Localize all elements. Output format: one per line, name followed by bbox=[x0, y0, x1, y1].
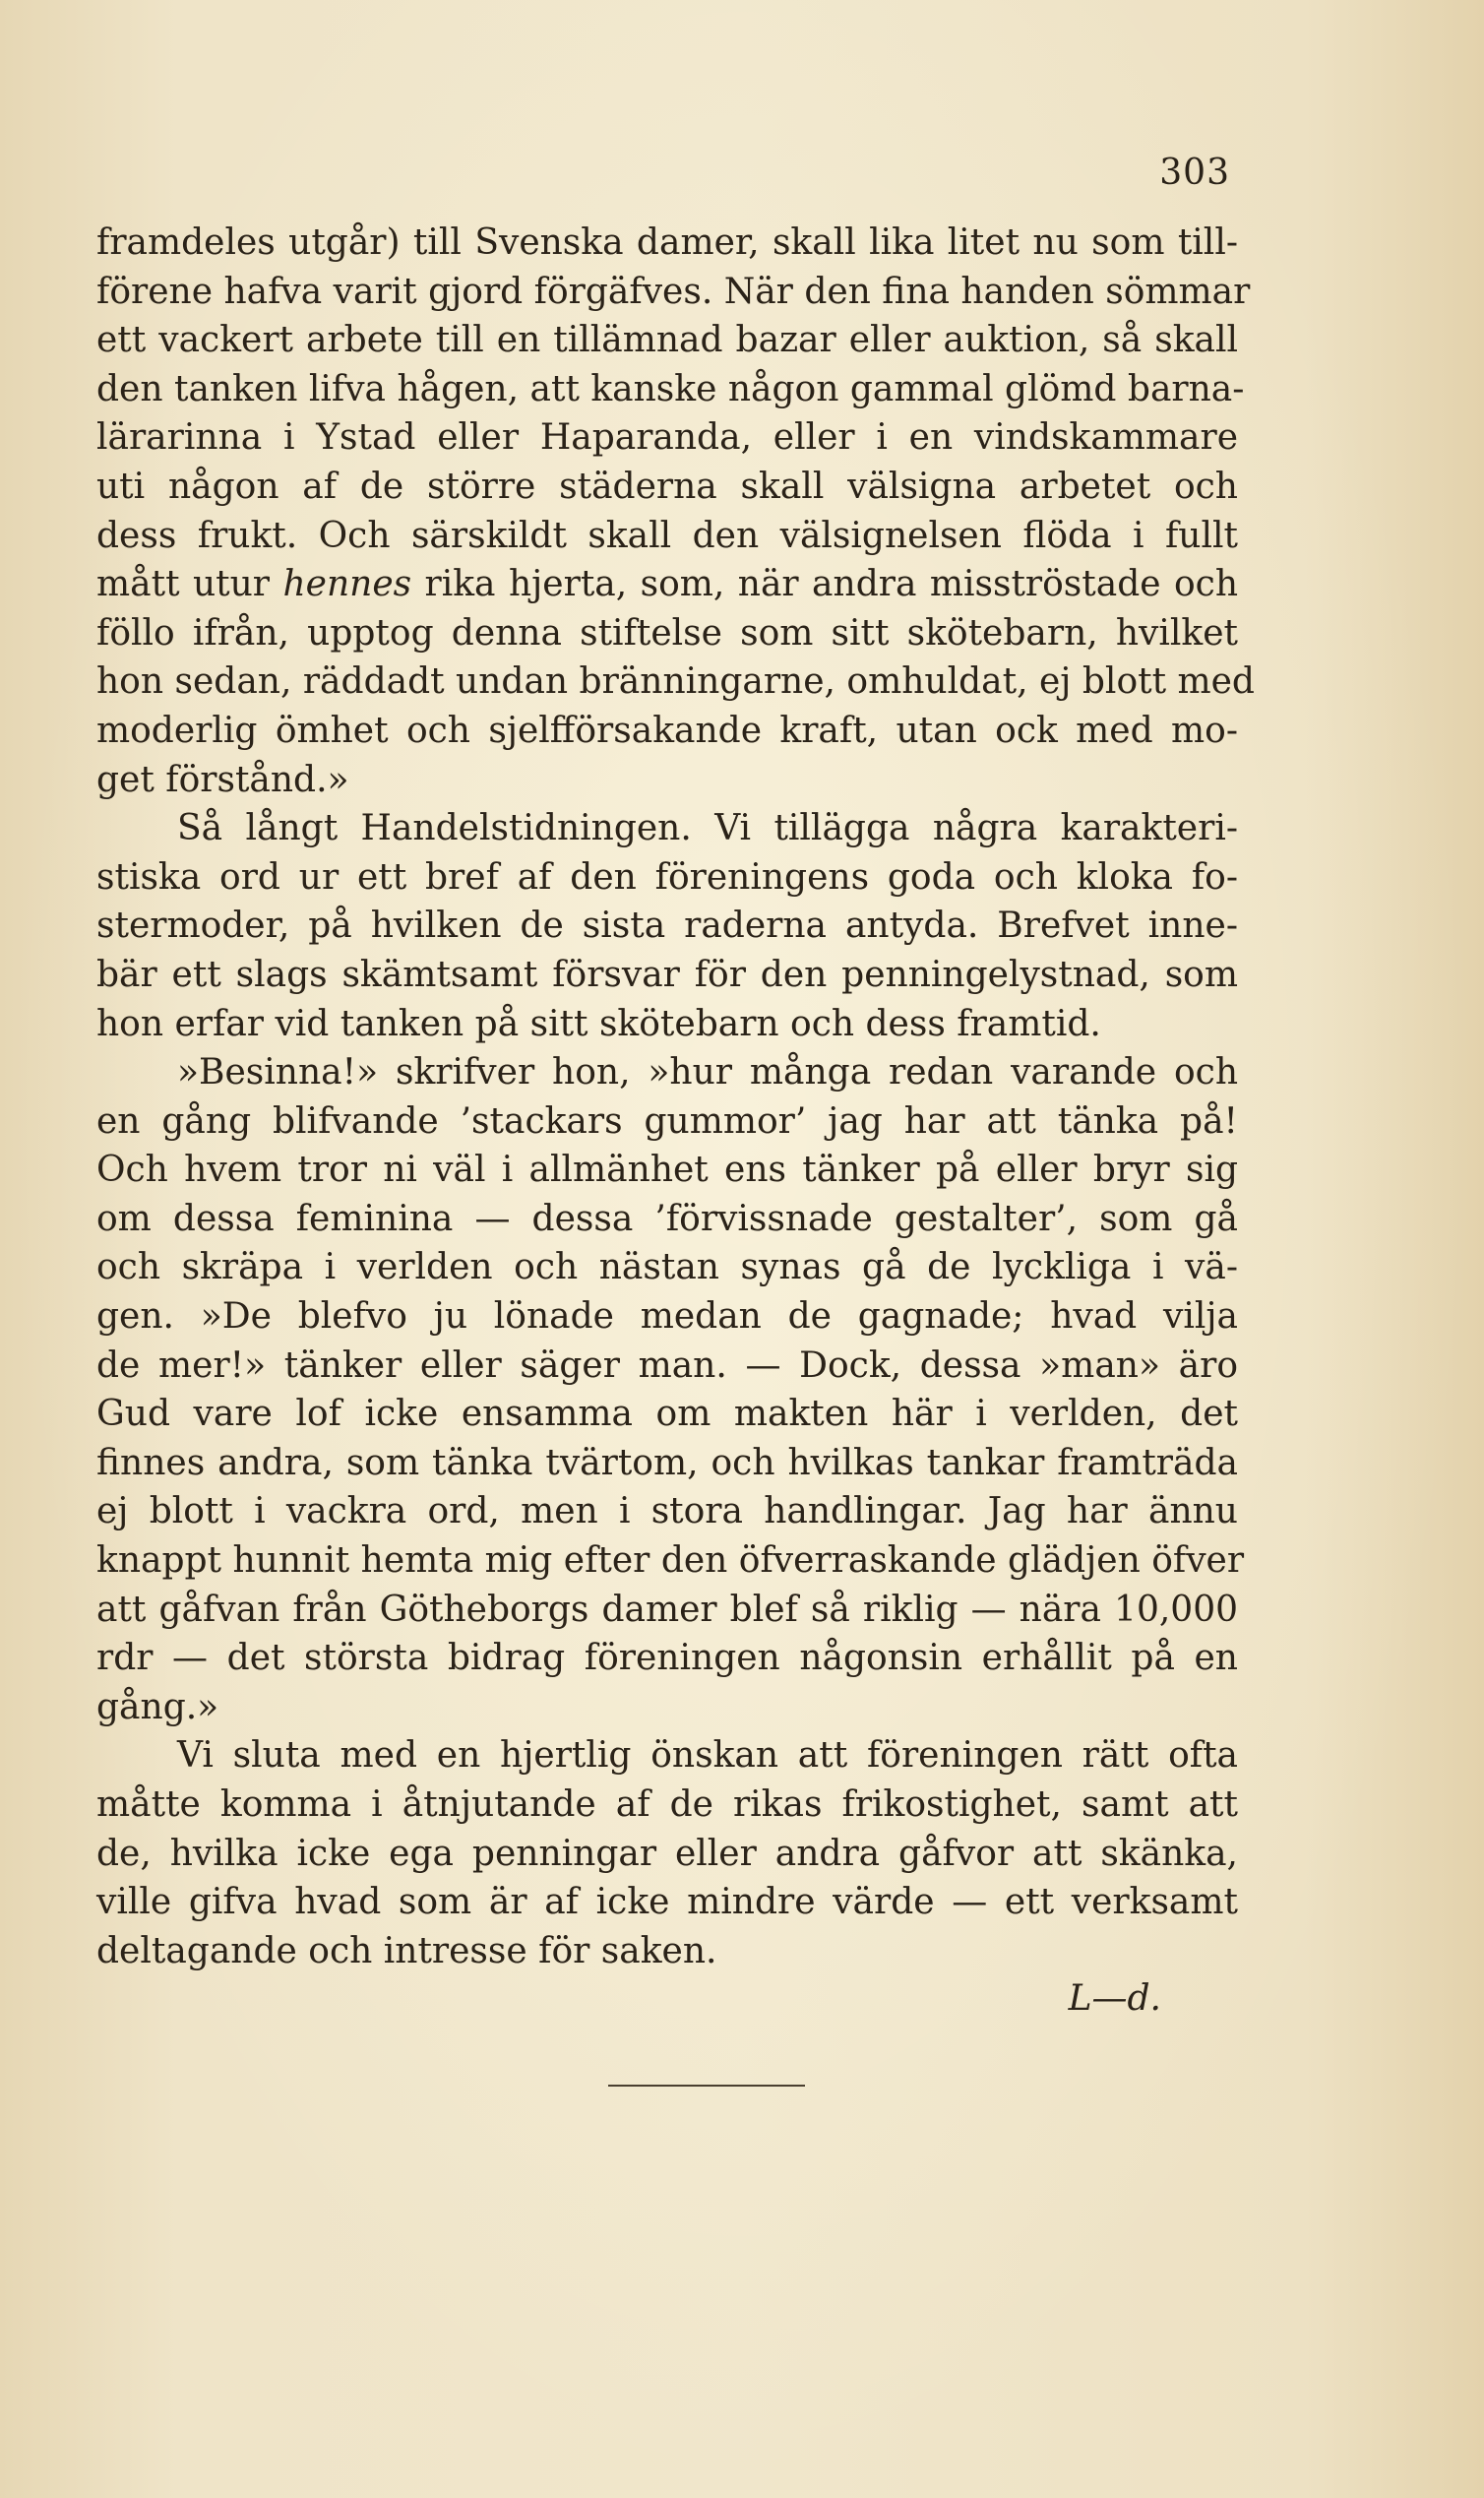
text-line: lärarinna i Ystad eller Haparanda, eller i en vindskammare bbox=[96, 417, 1238, 459]
text-line: stermoder, på hvilken de sista raderna antyda. Brefvet inne- bbox=[96, 906, 1238, 947]
text-line: gång.» bbox=[96, 1686, 219, 1727]
text-line: om dessa feminina — dessa ’förvissnade gestalter’, som gå bbox=[96, 1198, 1238, 1239]
body-text bbox=[96, 219, 1255, 1975]
text-line: ej blott i vackra ord, men i stora handlingar. Jag har ännu bbox=[96, 1491, 1238, 1532]
text-line: den tanken lifva hågen, att kanske någon gammal glömd barna- bbox=[96, 368, 1245, 409]
text-line: rdr — det största bidrag föreningen någonsin erhållit på en bbox=[96, 1638, 1238, 1679]
text-line: dess frukt. Och särskildt skall den välsignelsen flöda i fullt bbox=[96, 515, 1238, 556]
text-line: knappt hunnit hemta mig efter den öfverraskande glädjen öfver bbox=[96, 1540, 1245, 1582]
text-line: mått utur hennes rika hjerta, som, när andra misströstade och bbox=[96, 564, 1239, 605]
text-line: ville gifva hvad som är af icke mindre värde — ett verksamt bbox=[96, 1882, 1238, 1923]
text-line: en gång blifvande ’stackars gummor’ jag har att tänka på! bbox=[96, 1100, 1238, 1142]
text-line: föllo ifrån, upptog denna stiftelse som sitt skötebarn, hvilket bbox=[96, 612, 1238, 654]
text-line: Vi sluta med en hjertlig önskan att föreningen rätt ofta bbox=[177, 1735, 1238, 1777]
text-line: »Besinna!» skrifver hon, »hur många redan varande och bbox=[177, 1052, 1238, 1093]
text-line: de mer!» tänker eller säger man. — Dock, dessa »man» äro bbox=[96, 1344, 1238, 1386]
text-line: gen. »De blefvo ju lönade medan de gagnade; hvad vilja bbox=[96, 1296, 1238, 1338]
text-line: bär ett slags skämtsamt försvar för den penningelystnad, som bbox=[96, 954, 1238, 995]
author-signature: L—d. bbox=[1068, 1978, 1161, 2019]
text-line: Gud vare lof icke ensamma om makten här i verlden, det bbox=[96, 1394, 1238, 1435]
text-line: att gåfvan från Götheborgs damer blef så riklig — nära 10,000 bbox=[96, 1589, 1238, 1630]
text-line: deltagande och intresse för saken. bbox=[96, 1930, 717, 1971]
text-line: Och hvem tror ni väl i allmänhet ens tänker på eller bryr sig bbox=[96, 1150, 1238, 1191]
text-line: hon erfar vid tanken på sitt skötebarn och dess framtid. bbox=[96, 1003, 1101, 1044]
text-line: förene hafva varit gjord förgäfves. När den fina handen sömmar bbox=[96, 271, 1251, 312]
text-line: de, hvilka icke ega penningar eller andra gåfvor att skänka, bbox=[96, 1833, 1238, 1874]
page-number: 303 bbox=[1159, 153, 1230, 193]
text-line: Så långt Handelstidningen. Vi tillägga några karakteri- bbox=[177, 808, 1238, 849]
text-line: ett vackert arbete till en tillämnad bazar eller auktion, så skall bbox=[96, 320, 1238, 361]
text-line: framdeles utgår) till Svenska damer, skall lika litet nu som till- bbox=[96, 222, 1238, 263]
text-line: och skräpa i verlden och nästan synas gå de lyckliga i vä- bbox=[96, 1247, 1238, 1288]
text-line: måtte komma i åtnjutande af de rikas frikostighet, samt att bbox=[96, 1784, 1238, 1825]
text-line: finnes andra, som tänka tvärtom, och hvilkas tankar framträda bbox=[96, 1442, 1238, 1483]
text-line: stiska ord ur ett bref af den föreningens goda och kloka fo- bbox=[96, 856, 1238, 898]
text-line: get förstånd.» bbox=[96, 759, 349, 800]
section-divider bbox=[608, 2085, 805, 2087]
text-line: moderlig ömhet och sjelfförsakande kraft, utan ock med mo- bbox=[96, 710, 1238, 751]
text-line: hon sedan, räddadt undan bränningarne, omhuldat, ej blott med bbox=[96, 661, 1255, 703]
emphasis-word: hennes bbox=[282, 564, 412, 605]
text-line: uti någon af de större städerna skall välsigna arbetet och bbox=[96, 466, 1238, 507]
